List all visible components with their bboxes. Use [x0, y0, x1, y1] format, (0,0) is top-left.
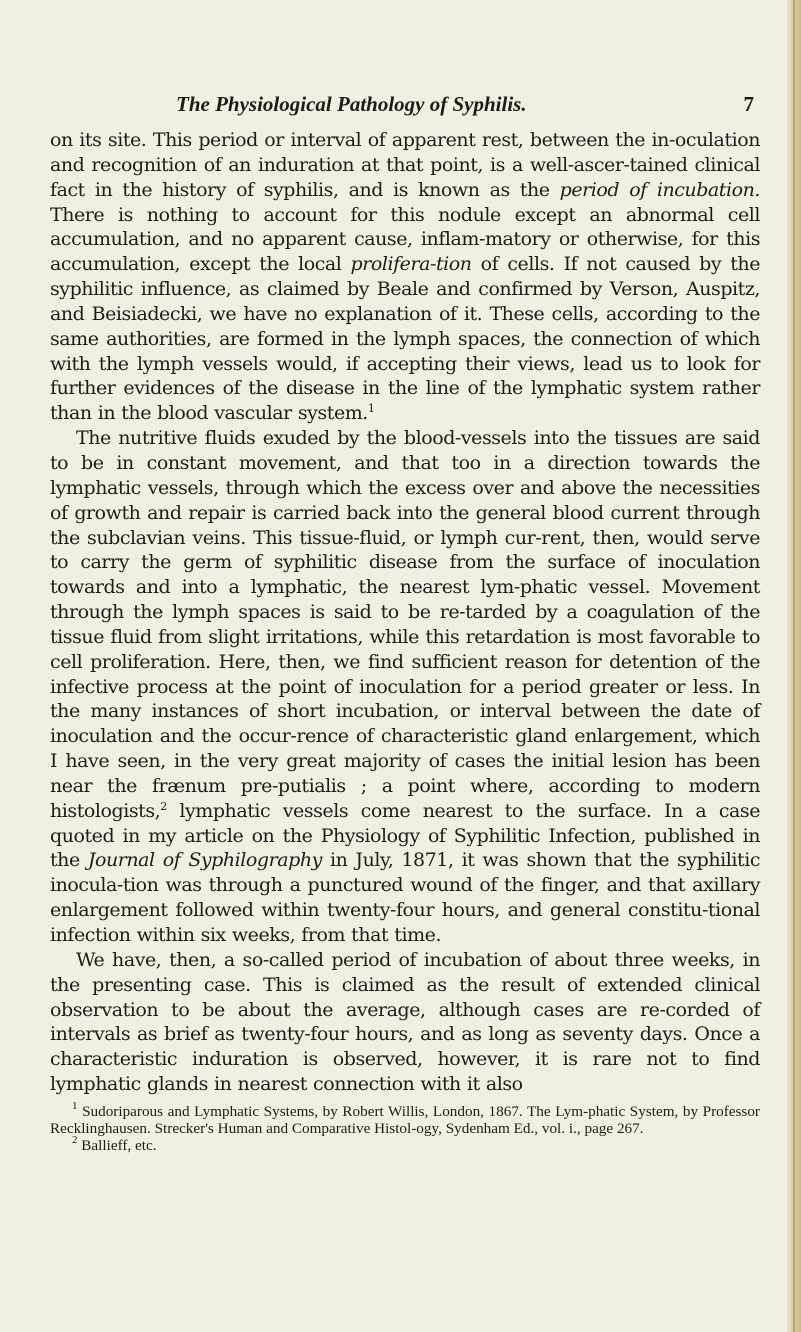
paragraph-1: on its site. This period or interval of apparent rest, between the in-oculation and recognition of an induration at that point, is a well-ascer-tained clinical fact in the history of syphilis, and is known as the period of incubation. There is nothing to account for this nodule except an abnormal cell accumulation, and no apparent cause, inflam-matory or otherwise, for this accumulation, except the local prolifera-tion of cells. If not caused by the syphilitic influence, as claimed by Beale and confirmed by Verson, Auspitz, and Beisiadecki, we have no explanation of it. These cells, according to the same authorities, are formed in the lymph spaces, the connection of which with the lymph vessels would, if accepting their views, lead us to look for further evidences of the disease in the line of the lymphatic system rather than in the blood vascular system.$^1$	[50, 129, 760, 425]
running-head: The Physiological Pathology of Syphilis.	[176, 92, 527, 116]
footnote-ref: 1	[367, 402, 375, 416]
italic-term: prolifera-tion	[350, 253, 472, 276]
page-number: 7	[743, 92, 754, 116]
footnote-marker: 1	[72, 1099, 78, 1112]
paragraph-3: We have, then, a so-called period of incubation of about three weeks, in the presenting case. This is claimed as the result of extended clinical observation to be about the average, although cases are re-corded of intervals as brief as twenty-four hours, and as long as seventy days. Once a characteristic induration is observed, however, it is rare not to find lymphatic glands in nearest connection with it also	[50, 948, 760, 1096]
page	[50, 92, 760, 1154]
page-edge-line	[793, 0, 795, 1332]
footnote-ref: 2	[160, 799, 167, 813]
footnote-2: $^2$ Ballieff, etc.	[72, 1133, 157, 1154]
page-header	[50, 92, 760, 128]
paragraph-2: The nutritive fluids exuded by the blood-vessels into the tissues are said to be in constant movement, and that too in a direction towards the lymphatic vessels, through which the excess over and above the necessities of growth and repair is carried back into the general blood current through the subclavian veins. This tissue-fluid, or lymph cur-rent, then, would serve to carry the germ of syphilitic disease from the surface of inoculation towards and into a lymphatic, the nearest lym-phatic vessel. Movement through the lymph spaces is said to be re-tarded by a coagulation of the tissue fluid from slight irritations, while this retardation is most favorable to cell proliferation. Here, then, we find sufficient reason for detention of the infective process at the point of inoculation for a period greater or less. In the many instances of short incubation, or interval between the date of inoculation and the occur-rence of characteristic gland enlargement, which I have seen, in the very great majority of cases the initial lesion has been near the frænum pre-putialis ; a point where, according to modern histologists,$^2$ lymphatic vessels come nearest to the surface. In a case quoted in my article on the Physiology of Syphilitic Infection, published in the Journal of Syphilography in July, 1871, it was shown that the syphilitic inocula-tion was through a punctured wound of the finger, and that axillary enlargement followed within twenty-four hours, and general constitu-tional infection within six weeks, from that time.	[50, 427, 761, 946]
journal-title: Journal of Syphilography	[87, 849, 322, 872]
italic-term: period of incubation.	[559, 178, 760, 201]
body-text	[50, 128, 760, 1097]
footnote-1: $^1$ Sudoriparous and Lymphatic Systems, by Robert Willis, London, 1867. The Lym-phatic System, by Professor Recklinghausen. Strecker's Human and Comparative Histol-ogy, Sydenham Ed., vol. i., page 267.	[50, 1099, 760, 1137]
footnote-marker: 2	[72, 1133, 78, 1146]
footnotes	[50, 1099, 760, 1154]
